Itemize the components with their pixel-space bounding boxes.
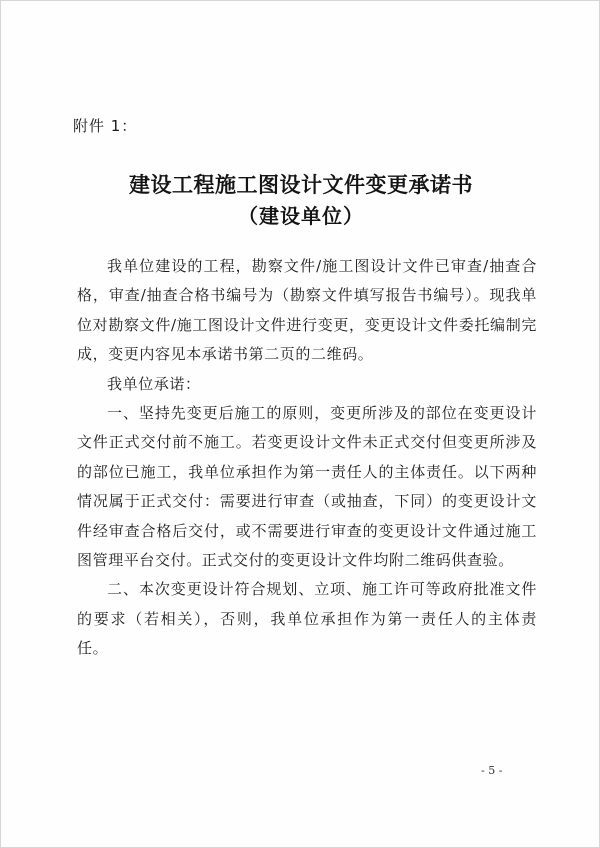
paragraph-commitment-2: 二、本次变更设计符合规划、立项、施工许可等政府批准文件的要求（若相关），否则，我单位承担作为第一责任人的主体责任。	[77, 580, 537, 658]
page-number: - 5 -	[481, 764, 503, 777]
document-subtitle: （建设单位）	[238, 204, 364, 228]
paragraph-intro: 我单位建设的工程，勘察文件/施工图设计文件已审查/抽查合格，审查/抽查合格书编号为（勘察文件填写报告书编号）。现我单位对勘察文件/施工图设计文件进行变更，变更设计文件委托编制完成，变更内容见本承诺书第二页的二维码。	[77, 257, 537, 364]
annex-label: 附件 1：	[73, 117, 138, 135]
paragraph-commitment-1: 一、坚持先变更后施工的原则，变更所涉及的部位在变更设计文件正式交付前不施工。若变更设计文件未正式交付但变更所涉及的部位已施工，我单位承担作为第一责任人的主体责任。以下两种情况属于正式交付：需要进行审查（或抽查，下同）的变更设计文件经审查合格后交付，或不需要进行审查的变更设计文件通过施工图管理平台交付。正式交付的变更设计文件均附二维码供查验。	[77, 404, 537, 570]
document-title: 建设工程施工图设计文件变更承诺书	[129, 172, 473, 197]
paragraph-commitment-heading: 我单位承诺：	[107, 374, 201, 393]
document-body	[77, 252, 537, 664]
